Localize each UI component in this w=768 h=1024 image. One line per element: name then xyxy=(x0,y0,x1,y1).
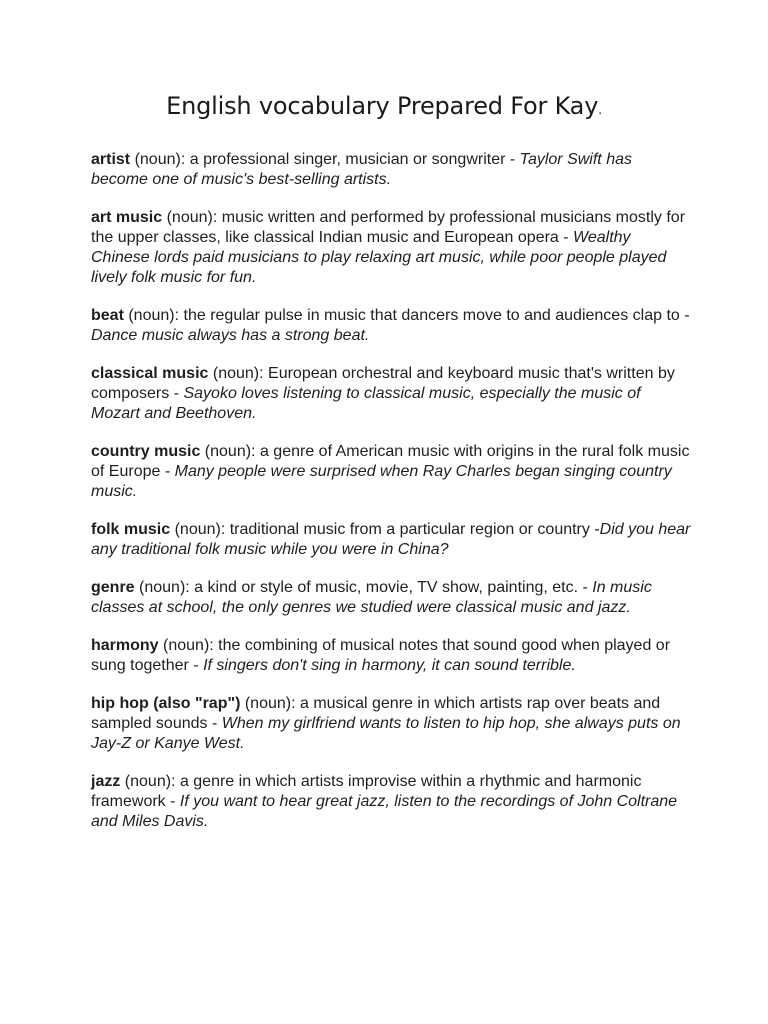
vocabulary-entry-genre xyxy=(91,578,691,618)
entry-term: genre xyxy=(91,579,135,596)
entry-example: When my girlfriend wants to listen to hip hop, she always puts on Jay-Z or Kanye West. xyxy=(91,715,681,752)
vocabulary-entry-harmony xyxy=(91,636,691,676)
entry-example: If singers don't sing in harmony, it can sound terrible. xyxy=(203,657,576,674)
vocabulary-entry-hip-hop xyxy=(91,694,691,754)
entry-example: Wealthy Chinese lords paid musicians to play relaxing art music, while poor people played lively folk music for fun. xyxy=(91,229,667,286)
vocabulary-entry-beat xyxy=(91,306,691,346)
entry-term: artist xyxy=(91,151,131,168)
entry-definition: a kind or style of music, movie, TV show, painting, etc. - xyxy=(194,579,593,596)
entry-term: hip hop (also "rap") xyxy=(91,695,241,712)
entry-definition: a genre in which artists improvise within a rhythmic and harmonic framework - xyxy=(91,773,642,810)
entry-part-of-speech: (noun): xyxy=(158,637,219,654)
vocabulary-entry-artist xyxy=(91,150,691,190)
entry-part-of-speech: (noun): xyxy=(240,695,300,712)
vocabulary-entry-folk-music xyxy=(91,520,691,560)
vocabulary-list xyxy=(91,150,691,850)
entry-definition: a genre of American music with origins in the rural folk music of Europe - xyxy=(91,443,690,480)
entry-definition: a musical genre in which artists rap over beats and sampled sounds - xyxy=(91,695,661,732)
entry-part-of-speech: (noun): xyxy=(123,307,184,324)
entry-part-of-speech: (noun): xyxy=(120,773,180,790)
entry-term: country music xyxy=(91,443,201,460)
entry-example: Dance music always has a strong beat. xyxy=(91,327,370,344)
entry-part-of-speech: (noun): xyxy=(208,365,269,382)
vocabulary-entry-art-music xyxy=(91,208,691,288)
title-suffix: . xyxy=(598,103,602,117)
entry-example: Many people were surprised when Ray Charles began singing country music. xyxy=(91,463,672,500)
title-text: English vocabulary Prepared For Kay xyxy=(166,92,599,120)
vocabulary-entry-country-music xyxy=(91,442,691,502)
entry-example: In music classes at school, the only genres we studied were classical music and jazz. xyxy=(91,579,652,616)
entry-part-of-speech: (noun): xyxy=(134,579,195,596)
entry-part-of-speech: (noun): xyxy=(130,151,190,168)
vocabulary-entry-classical-music xyxy=(91,364,691,424)
entry-definition: the regular pulse in music that dancers move to and audiences clap to - xyxy=(183,307,690,324)
entry-term: beat xyxy=(91,307,124,324)
entry-definition: traditional music from a particular region or country - xyxy=(229,521,600,538)
entry-part-of-speech: (noun): xyxy=(162,209,222,226)
entry-term: jazz xyxy=(91,773,121,790)
entry-example: Sayoko loves listening to classical music, especially the music of Mozart and Beethoven. xyxy=(91,385,641,422)
entry-term: harmony xyxy=(91,637,159,654)
entry-example: Taylor Swift has become one of music's best-selling artists. xyxy=(91,151,632,188)
entry-part-of-speech: (noun): xyxy=(170,521,230,538)
entry-definition: European orchestral and keyboard music that's written by composers - xyxy=(91,365,675,402)
entry-example: If you want to hear great jazz, listen to the recordings of John Coltrane and Miles Davis. xyxy=(91,793,678,830)
entry-definition: the combining of musical notes that sound good when played or sung together - xyxy=(91,637,671,674)
entry-term: art music xyxy=(91,209,163,226)
entry-part-of-speech: (noun): xyxy=(200,443,260,460)
entry-example: Did you hear any traditional folk music while you were in China? xyxy=(91,521,691,558)
entry-definition: a professional singer, musician or songwriter - xyxy=(189,151,520,168)
entry-term: classical music xyxy=(91,365,209,382)
vocabulary-entry-jazz xyxy=(91,772,691,832)
entry-definition: music written and performed by professional musicians mostly for the upper classes, like classical Indian music and European opera - xyxy=(91,209,686,246)
document-title xyxy=(0,92,768,120)
entry-term: folk music xyxy=(91,521,171,538)
